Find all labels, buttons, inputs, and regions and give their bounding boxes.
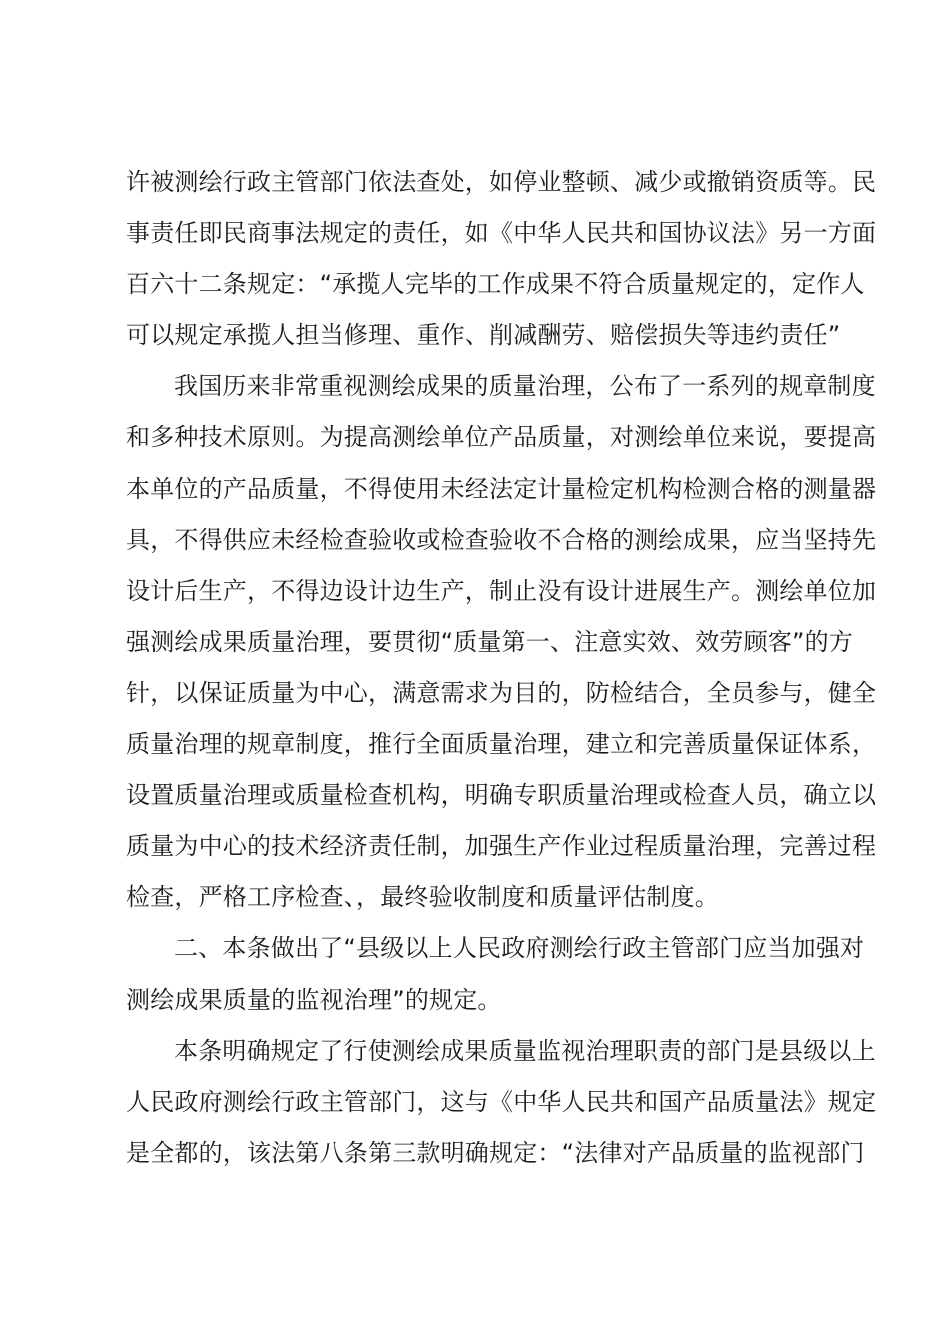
paragraph-line: 针，以保证质量为中心，满意需求为目的，防检结合，全员参与，健全 [126, 678, 877, 707]
paragraph-3 [126, 923, 865, 1025]
paragraph-line: 和多种技术原则。为提高测绘单位产品质量，对测绘单位来说，要提高 [126, 423, 877, 452]
paragraph-line: 具，不得供应未经检查验收或检查验收不合格的测绘成果，应当坚持先 [126, 525, 877, 554]
paragraph-line: 二、本条做出了“县级以上人民政府测绘行政主管部门应当加强对 [174, 934, 865, 963]
paragraph-line: 检查，严格工序检查、，最终验收制度和质量评估制度。 [126, 883, 719, 912]
paragraph-4 [126, 1026, 877, 1179]
paragraph-line: 质量治理的规章制度，推行全面质量治理，建立和完善质量保证体系， [126, 730, 877, 759]
paragraph-line: 本条明确规定了行使测绘成果质量监视治理职责的部门是县级以上 [174, 1036, 876, 1065]
paragraph-line: 测绘成果质量的监视治理”的规定。 [126, 985, 502, 1014]
paragraph-line: 设计后生产，不得边设计边生产，制止没有设计进展生产。测绘单位加 [126, 576, 877, 605]
paragraph-line: 百六十二条规定：“承揽人完毕的工作成果不符合质量规定的，定作人 [126, 270, 865, 299]
paragraph-line: 许被测绘行政主管部门依法查处，如停业整顿、减少或撤销资质等。民 [126, 168, 877, 196]
paragraph-1 [126, 157, 877, 361]
paragraph-2 [126, 361, 877, 923]
paragraph-line: 人民政府测绘行政主管部门，这与《中华人民共和国产品质量法》规定 [126, 1087, 877, 1116]
document-body [126, 157, 877, 1179]
paragraph-line: 强测绘成果质量治理，要贯彻“质量第一、注意实效、效劳顾客”的方 [126, 627, 854, 656]
paragraph-line: 我国历来非常重视测绘成果的质量治理，公布了一系列的规章制度 [174, 372, 876, 401]
paragraph-line: 可以规定承揽人担当修理、重作、削减酬劳、赔偿损失等违约责任” [126, 321, 841, 350]
paragraph-line: 事责任即民商事法规定的责任，如《中华人民共和国协议法》另一方面 [126, 219, 877, 248]
paragraph-line: 质量为中心的技术经济责任制，加强生产作业过程质量治理，完善过程 [126, 832, 877, 861]
paragraph-line: 是全都的，该法第八条第三款明确规定：“法律对产品质量的监视部门 [126, 1138, 865, 1167]
paragraph-line: 设置质量治理或质量检查机构，明确专职质量治理或检查人员，确立以 [126, 781, 877, 810]
paragraph-line: 本单位的产品质量，不得使用未经法定计量检定机构检测合格的测量器 [126, 474, 877, 503]
